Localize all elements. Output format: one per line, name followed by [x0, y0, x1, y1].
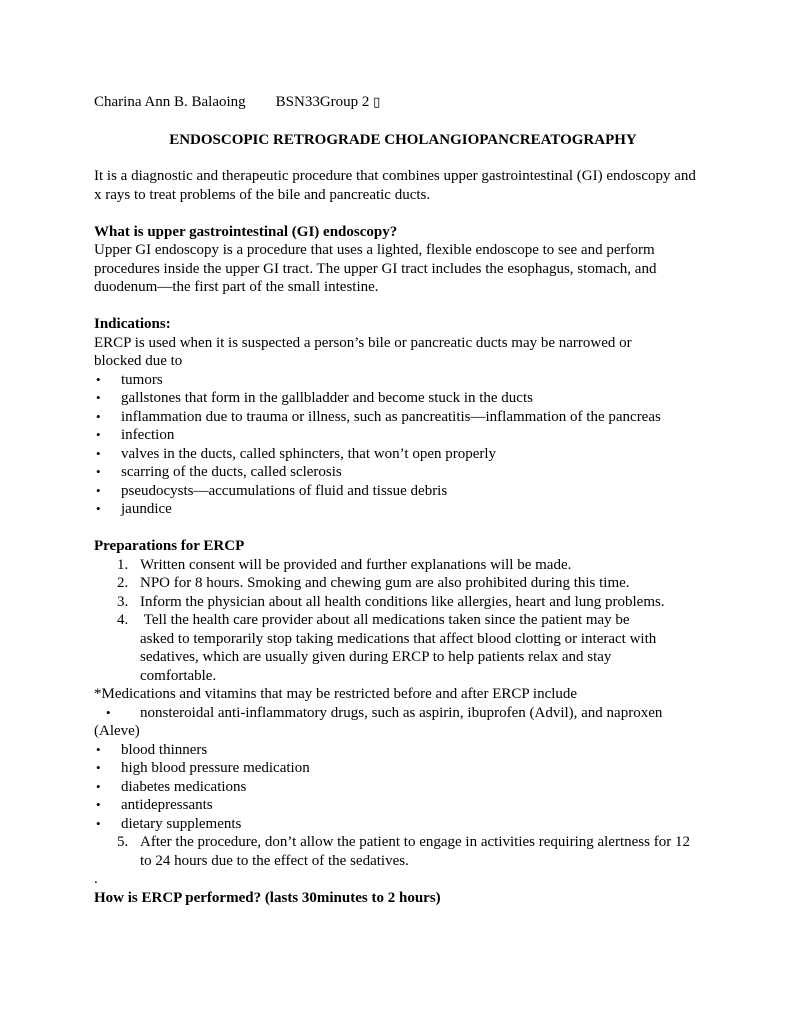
list-item: • dietary supplements	[94, 815, 704, 834]
list-item: • infection	[94, 426, 704, 445]
step-number: 5.	[117, 834, 129, 850]
step-number: 3.	[117, 593, 129, 610]
missing-glyph-icon: ▯	[373, 95, 381, 110]
step-text: Written consent will be provided and further explanations will be made.	[140, 556, 572, 573]
list-item: • valves in the ducts, called sphincters, that won’t open properly	[94, 445, 704, 464]
list-item	[94, 574, 704, 593]
bullet-icon: •	[106, 704, 111, 720]
list-item: • antidepressants	[94, 796, 704, 815]
indications-paragraph: ERCP is used when it is suspected a person’s bile or pancreatic ducts may be narrowed or blocked due to	[94, 334, 632, 369]
indications-list	[94, 371, 704, 519]
medications-note: *Medications and vitamins that may be restricted before and after ERCP include	[94, 686, 578, 702]
indications-heading: Indications:	[94, 316, 171, 332]
list-item: • diabetes medications	[94, 778, 704, 797]
medication-first: nonsteroidal anti-inflammatory drugs, such as aspirin, ibuprofen (Advil), and naproxen (Aleve)	[94, 704, 663, 739]
author-header	[94, 93, 704, 113]
list-item	[94, 556, 704, 575]
list-item: • scarring of the ducts, called sclerosis	[94, 463, 704, 482]
list-item: • pseudocysts—accumulations of fluid and tissue debris	[94, 482, 704, 501]
preparations-list	[94, 556, 704, 686]
step-text: After the procedure, don’t allow the patient to engage in activities requiring alertness for 12 to 24 hours due to the effect of the sedatives.	[140, 834, 690, 869]
list-item: • gallstones that form in the gallbladder and become stuck in the ducts	[94, 389, 704, 408]
list-item: • blood thinners	[94, 741, 704, 760]
document-page	[94, 93, 704, 907]
medications-list	[94, 741, 704, 834]
list-item: • high blood pressure medication	[94, 759, 704, 778]
list-item	[94, 833, 704, 870]
step-text: Inform the physician about all health conditions like allergies, heart and lung problems.	[140, 593, 665, 610]
list-item	[94, 593, 704, 612]
list-item: • inflammation due to trauma or illness, such as pancreatitis—inflammation of the pancreas	[94, 408, 704, 427]
step-number: 2.	[117, 575, 129, 591]
author-name: Charina Ann B. Balaoing	[94, 94, 246, 110]
performed-heading: How is ERCP performed? (lasts 30minutes to 2 hours)	[94, 889, 441, 906]
list-item: • jaundice	[94, 500, 704, 519]
step-number: 1.	[117, 556, 129, 573]
step-text: NPO for 8 hours. Smoking and chewing gum are also prohibited during this time.	[140, 575, 630, 591]
step-number: 4.	[117, 612, 129, 628]
list-item: • tumors	[94, 371, 704, 390]
step-text: Tell the health care provider about all medications taken since the patient may be asked to temporarily stop taking medications that affect blood clotting or interact with sedatives, which are usually given during ERCP to help patients relax and stay comfortable.	[140, 612, 661, 684]
list-item	[94, 704, 704, 741]
list-item	[94, 611, 704, 685]
stray-period: .	[94, 871, 98, 887]
gi-paragraph: Upper GI endoscopy is a procedure that uses a lighted, flexible endoscope to see and perform procedures inside the upper GI tract. The upper GI tract includes the esophagus, stomach, and duodenum—the first part of the small intestine.	[94, 242, 657, 295]
preparations-heading: Preparations for ERCP	[94, 538, 245, 554]
group-label: Group 2	[319, 94, 370, 110]
intro-paragraph: It is a diagnostic and therapeutic procedure that combines upper gastrointestinal (GI) endoscopy and x rays to treat problems of the bile and pancreatic ducts.	[94, 168, 696, 203]
gi-heading: What is upper gastrointestinal (GI) endoscopy?	[94, 223, 398, 240]
document-title: ENDOSCOPIC RETROGRADE CHOLANGIOPANCREATOGRAPHY	[169, 131, 637, 148]
preparations-list-continued	[94, 833, 704, 870]
course-code: BSN33	[275, 94, 320, 110]
